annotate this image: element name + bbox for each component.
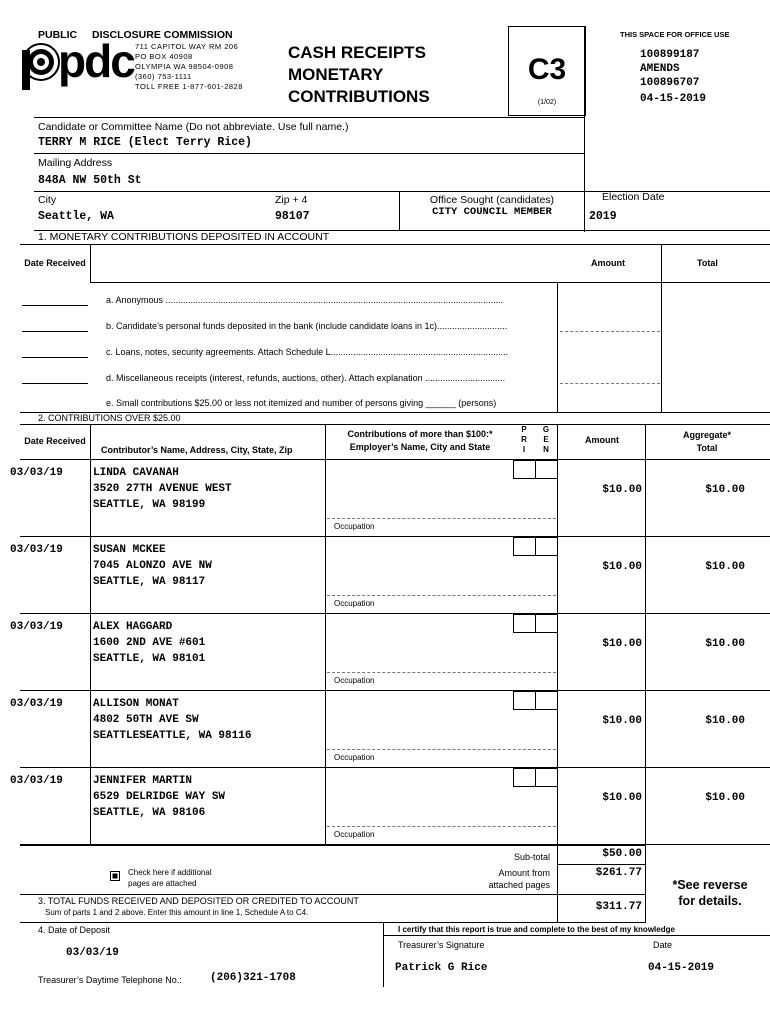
gen-e: E xyxy=(543,435,549,444)
row-aggregate: $10.00 xyxy=(705,715,745,727)
zip-label: Zip + 4 xyxy=(275,194,308,206)
phone-label: Treasurer’s Daytime Telephone No.: xyxy=(38,975,182,985)
row-amount: $10.00 xyxy=(602,561,642,573)
see-reverse-note xyxy=(650,877,770,909)
contributor-address: 6529 DELRIDGE WAY SW xyxy=(93,791,226,803)
pri-checkbox[interactable] xyxy=(513,691,536,710)
row-aggregate: $10.00 xyxy=(705,561,745,573)
row-date: 03/03/19 xyxy=(10,467,63,479)
form-title xyxy=(288,42,430,108)
check-label-line: pages are attached xyxy=(128,879,197,888)
row-aggregate: $10.00 xyxy=(705,484,745,496)
form-title-line: CASH RECEIPTS xyxy=(288,43,426,62)
form-code: C3 xyxy=(527,53,567,86)
form-revision: (1/02) xyxy=(537,99,557,106)
filing-number: 100899187 xyxy=(640,49,700,61)
contributor-city: SEATTLE, WA 98199 xyxy=(93,499,206,511)
amends-label: AMENDS xyxy=(640,63,680,75)
attached-label-line: Amount from xyxy=(498,868,550,878)
check-additional-label xyxy=(128,867,212,889)
city: Seattle, WA xyxy=(38,210,114,223)
s1-line-c: c. Loans, notes, security agreements. Attach Schedule L....................................................................... xyxy=(106,347,509,357)
contributor-address: 1600 2ND AVE #601 xyxy=(93,637,206,649)
certify-text: I certify that this report is true and complete to the best of my knowledge xyxy=(398,925,675,934)
contributor-name: LINDA CAVANAH xyxy=(93,467,179,479)
sign-date: 04-15-2019 xyxy=(648,962,715,974)
s1-total-label: Total xyxy=(697,258,718,268)
contributor-address: 4802 50TH AVE SW xyxy=(93,714,199,726)
row-amount: $10.00 xyxy=(602,484,642,496)
address-line: (360) 753-1111 xyxy=(135,72,192,81)
checkbox-icon xyxy=(110,871,120,881)
contributor-name: JENNIFER MARTIN xyxy=(93,775,193,787)
contributor-address: 7045 ALONZO AVE NW xyxy=(93,560,212,572)
gen-checkbox[interactable] xyxy=(535,614,558,633)
subtotal-amount: $50.00 xyxy=(602,848,642,860)
treasurer-phone: (206)321-1708 xyxy=(210,972,296,984)
contributor-name: ALLISON MONAT xyxy=(93,698,179,710)
s1-amount-label: Amount xyxy=(591,258,625,268)
row-aggregate: $10.00 xyxy=(705,792,745,804)
s1-line-d: d. Miscellaneous receipts (interest, refunds, auctions, other). Attach explanation ................................ xyxy=(106,373,506,383)
contributor-address: 3520 27TH AVENUE WEST xyxy=(93,483,232,495)
attached-label xyxy=(440,867,550,891)
contributor-city: SEATTLE, WA 98117 xyxy=(93,576,206,588)
section1-title: 1. MONETARY CONTRIBUTIONS DEPOSITED IN ACCOUNT xyxy=(38,231,330,243)
see-reverse-line: for details. xyxy=(678,894,742,908)
s1-date-label: Date Received xyxy=(24,258,86,268)
attached-amount: $261.77 xyxy=(595,867,642,879)
additional-pages-checkbox[interactable] xyxy=(110,868,120,878)
s2-amount-label: Amount xyxy=(585,435,619,445)
form-title-line: CONTRIBUTIONS xyxy=(288,87,430,106)
s2-aggregate-label: Aggregate* xyxy=(682,430,731,440)
s2-date-label: Date Received xyxy=(24,436,86,446)
row-contributor xyxy=(93,465,232,513)
pri-r: R xyxy=(521,435,527,444)
contributor-city: SEATTLE, WA 98106 xyxy=(93,807,206,819)
address-line: TOLL FREE 1-877-601-2828 xyxy=(135,82,243,91)
gen-n: N xyxy=(543,445,549,454)
sign-date-label: Date xyxy=(653,940,673,950)
agency-public: PUBLIC xyxy=(38,29,78,41)
city-label: City xyxy=(38,194,57,206)
treasurer-signature: Patrick G Rice xyxy=(395,962,488,974)
row-amount: $10.00 xyxy=(602,792,642,804)
address-line: OLYMPIA WA 98504-0908 xyxy=(135,62,234,71)
contributor-name: SUSAN MCKEE xyxy=(93,544,166,556)
gen-checkbox[interactable] xyxy=(535,768,558,787)
row-amount: $10.00 xyxy=(602,715,642,727)
form-code-box xyxy=(508,26,586,116)
occupation-label: Occupation xyxy=(334,676,375,685)
occupation-label: Occupation xyxy=(334,599,375,608)
agency-address xyxy=(135,42,243,92)
occupation-label: Occupation xyxy=(334,830,375,839)
check-label-line: Check here if additional xyxy=(128,868,212,877)
gen-checkbox[interactable] xyxy=(535,537,558,556)
occupation-label: Occupation xyxy=(334,522,375,531)
pri-i: I xyxy=(522,445,526,454)
candidate-name: TERRY M RICE (Elect Terry Rice) xyxy=(38,136,252,149)
subtotal-label: Sub-total xyxy=(513,852,550,862)
candidate-name-label: Candidate or Committee Name (Do not abbreviate. Use full name.) xyxy=(38,121,349,133)
election-date-label: Election Date xyxy=(602,191,665,203)
mailing-address-label: Mailing Address xyxy=(38,157,113,169)
gen-checkbox[interactable] xyxy=(535,691,558,710)
s1-line-a: a. Anonymous ....................................................................................................................................... xyxy=(106,295,504,305)
total-funds: $311.77 xyxy=(595,901,642,913)
row-contributor xyxy=(93,773,225,821)
amended-number: 100896707 xyxy=(640,77,700,89)
row-date: 03/03/19 xyxy=(10,698,63,710)
gen-g: G xyxy=(542,425,550,434)
office-sought: CITY COUNCIL MEMBER xyxy=(432,206,552,218)
pri-checkbox[interactable] xyxy=(513,537,536,556)
s1-line-e: e. Small contributions $25.00 or less not itemized and number of persons giving ______ (persons) xyxy=(106,398,497,408)
see-reverse-line: *See reverse xyxy=(672,878,748,892)
row-contributor xyxy=(93,542,212,590)
row-date: 03/03/19 xyxy=(10,621,63,633)
address-line: PO BOX 40908 xyxy=(135,52,193,61)
row-amount: $10.00 xyxy=(602,638,642,650)
agency-commission: DISCLOSURE COMMISSION xyxy=(92,29,233,41)
contributor-name: ALEX HAGGARD xyxy=(93,621,173,633)
office-sought-label: Office Sought (candidates) xyxy=(429,194,555,206)
occupation-label: Occupation xyxy=(334,753,375,762)
signature-label: Treasurer’s Signature xyxy=(398,940,485,950)
row-aggregate: $10.00 xyxy=(705,638,745,650)
deposit-date: 03/03/19 xyxy=(66,947,119,959)
office-use-block xyxy=(640,48,706,106)
row-contributor xyxy=(93,619,205,667)
office-use-label: THIS SPACE FOR OFFICE USE xyxy=(620,30,730,39)
row-date: 03/03/19 xyxy=(10,544,63,556)
s2-employer-label-1: Contributions of more than $100:* xyxy=(347,429,493,439)
address-line: 711 CAPITOL WAY RM 206 xyxy=(135,42,239,51)
contributor-city: SEATTLESEATTLE, WA 98116 xyxy=(93,730,252,742)
s1-line-b: b. Candidate’s personal funds deposited in the bank (include candidate loans in 1c)............................ xyxy=(106,321,508,331)
filed-date: 04-15-2019 xyxy=(640,93,707,105)
pri-p: P xyxy=(521,425,527,434)
mailing-address: 848A NW 50th St xyxy=(38,174,142,187)
attached-label-line: attached pages xyxy=(488,880,550,890)
gen-label xyxy=(535,425,557,455)
row-date: 03/03/19 xyxy=(10,775,63,787)
pri-checkbox[interactable] xyxy=(513,614,536,633)
s2-aggregate-total-label: Total xyxy=(696,443,718,453)
gen-checkbox[interactable] xyxy=(535,460,558,479)
election-date: 2019 xyxy=(589,210,617,223)
form-title-line: MONETARY xyxy=(288,65,384,84)
section3-title: 3. TOTAL FUNDS RECEIVED AND DEPOSITED OR CREDITED TO ACCOUNT xyxy=(38,896,359,906)
contributor-city: SEATTLE, WA 98101 xyxy=(93,653,206,665)
section3-subtitle: Sum of parts 1 and 2 above. Enter this amount in line 1, Schedule A to C4. xyxy=(45,908,309,917)
row-contributor xyxy=(93,696,251,744)
s2-employer-label-2: Employer’s Name, City and State xyxy=(349,442,491,452)
section4-title: 4. Date of Deposit xyxy=(38,925,111,935)
zip: 98107 xyxy=(275,210,310,223)
pri-checkbox[interactable] xyxy=(513,768,536,787)
s2-contributor-label: Contributor’s Name, Address, City, State, Zip xyxy=(101,445,293,455)
section2-title: 2. CONTRIBUTIONS OVER $25.00 xyxy=(38,413,181,423)
pri-checkbox[interactable] xyxy=(513,460,536,479)
logo-text: pdc xyxy=(58,35,134,87)
pri-label xyxy=(514,425,534,455)
